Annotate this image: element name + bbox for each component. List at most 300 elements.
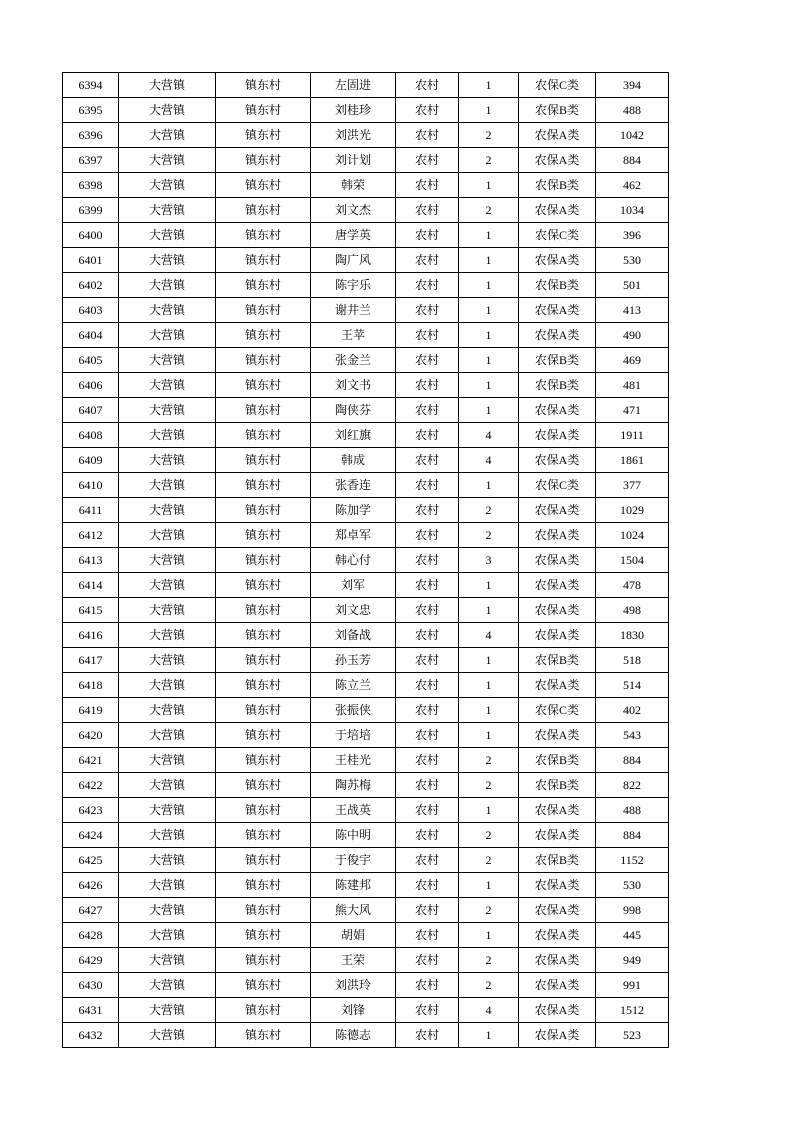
cell-residence-type: 农村 [396,698,459,723]
cell-residence-type: 农村 [396,398,459,423]
cell-person-count: 1 [459,98,519,123]
cell-person-count: 3 [459,548,519,573]
cell-person-count: 4 [459,423,519,448]
cell-residence-type: 农村 [396,773,459,798]
cell-person-name: 陈建邦 [311,873,396,898]
cell-insurance-category: 农保B类 [519,373,596,398]
table-row [63,473,669,498]
cell-person-name: 刘计划 [311,148,396,173]
cell-person-count: 2 [459,123,519,148]
cell-amount: 884 [596,823,669,848]
cell-village: 镇东村 [216,373,311,398]
cell-insurance-category: 农保C类 [519,223,596,248]
cell-village: 镇东村 [216,173,311,198]
table-row [63,123,669,148]
cell-town: 大营镇 [119,773,216,798]
cell-residence-type: 农村 [396,798,459,823]
cell-insurance-category: 农保B类 [519,748,596,773]
cell-insurance-category: 农保A类 [519,798,596,823]
cell-town: 大营镇 [119,523,216,548]
cell-amount: 490 [596,323,669,348]
table-row [63,273,669,298]
cell-amount: 1504 [596,548,669,573]
cell-insurance-category: 农保A类 [519,873,596,898]
cell-person-count: 1 [459,798,519,823]
cell-serial-number: 6416 [63,623,119,648]
cell-residence-type: 农村 [396,248,459,273]
cell-serial-number: 6394 [63,73,119,98]
cell-person-count: 1 [459,648,519,673]
table-row [63,623,669,648]
cell-amount: 884 [596,148,669,173]
cell-village: 镇东村 [216,998,311,1023]
cell-person-name: 左固进 [311,73,396,98]
cell-amount: 530 [596,873,669,898]
cell-person-name: 刘红旗 [311,423,396,448]
cell-serial-number: 6431 [63,998,119,1023]
cell-amount: 377 [596,473,669,498]
cell-town: 大营镇 [119,248,216,273]
cell-serial-number: 6417 [63,648,119,673]
cell-serial-number: 6395 [63,98,119,123]
cell-insurance-category: 农保A类 [519,248,596,273]
cell-serial-number: 6423 [63,798,119,823]
cell-insurance-category: 农保A类 [519,448,596,473]
table-row [63,648,669,673]
cell-insurance-category: 农保A类 [519,598,596,623]
table-row [63,423,669,448]
cell-village: 镇东村 [216,473,311,498]
cell-amount: 396 [596,223,669,248]
cell-amount: 991 [596,973,669,998]
cell-person-name: 于培培 [311,723,396,748]
table-row [63,73,669,98]
cell-serial-number: 6399 [63,198,119,223]
cell-serial-number: 6429 [63,948,119,973]
cell-serial-number: 6422 [63,773,119,798]
cell-village: 镇东村 [216,448,311,473]
cell-amount: 471 [596,398,669,423]
table-row [63,798,669,823]
cell-town: 大营镇 [119,498,216,523]
cell-person-count: 1 [459,598,519,623]
cell-town: 大营镇 [119,973,216,998]
cell-village: 镇东村 [216,923,311,948]
table-row [63,223,669,248]
cell-town: 大营镇 [119,848,216,873]
table-row [63,898,669,923]
cell-person-name: 陈德志 [311,1023,396,1048]
cell-person-name: 唐学英 [311,223,396,248]
cell-person-count: 2 [459,523,519,548]
cell-amount: 481 [596,373,669,398]
cell-person-name: 陈宇乐 [311,273,396,298]
cell-amount: 543 [596,723,669,748]
cell-insurance-category: 农保A类 [519,148,596,173]
table-row [63,173,669,198]
table-row [63,698,669,723]
cell-person-name: 孙玉芳 [311,648,396,673]
cell-amount: 1861 [596,448,669,473]
cell-town: 大营镇 [119,273,216,298]
cell-residence-type: 农村 [396,348,459,373]
cell-town: 大营镇 [119,373,216,398]
cell-serial-number: 6396 [63,123,119,148]
cell-serial-number: 6401 [63,248,119,273]
cell-person-name: 张振侠 [311,698,396,723]
cell-amount: 445 [596,923,669,948]
table-row [63,398,669,423]
cell-insurance-category: 农保A类 [519,973,596,998]
cell-person-count: 1 [459,473,519,498]
cell-insurance-category: 农保A类 [519,423,596,448]
cell-village: 镇东村 [216,148,311,173]
cell-amount: 488 [596,98,669,123]
cell-town: 大营镇 [119,998,216,1023]
cell-village: 镇东村 [216,248,311,273]
cell-person-name: 刘备战 [311,623,396,648]
cell-serial-number: 6421 [63,748,119,773]
cell-serial-number: 6409 [63,448,119,473]
cell-person-name: 郑卓军 [311,523,396,548]
cell-person-name: 刘文忠 [311,598,396,623]
cell-serial-number: 6418 [63,673,119,698]
cell-residence-type: 农村 [396,298,459,323]
cell-town: 大营镇 [119,223,216,248]
cell-serial-number: 6408 [63,423,119,448]
table-row [63,673,669,698]
cell-amount: 469 [596,348,669,373]
cell-town: 大营镇 [119,898,216,923]
cell-residence-type: 农村 [396,573,459,598]
table-row [63,848,669,873]
cell-town: 大营镇 [119,573,216,598]
cell-person-name: 陈加学 [311,498,396,523]
cell-insurance-category: 农保B类 [519,98,596,123]
cell-town: 大营镇 [119,148,216,173]
table-row [63,973,669,998]
cell-serial-number: 6397 [63,148,119,173]
cell-amount: 1042 [596,123,669,148]
cell-person-count: 1 [459,173,519,198]
cell-insurance-category: 农保C类 [519,473,596,498]
cell-village: 镇东村 [216,848,311,873]
cell-person-count: 4 [459,623,519,648]
cell-person-count: 4 [459,448,519,473]
cell-person-count: 1 [459,1023,519,1048]
cell-amount: 478 [596,573,669,598]
cell-village: 镇东村 [216,1023,311,1048]
cell-residence-type: 农村 [396,948,459,973]
cell-person-name: 王荣 [311,948,396,973]
table-row [63,773,669,798]
cell-person-name: 刘洪光 [311,123,396,148]
cell-insurance-category: 农保B类 [519,773,596,798]
cell-village: 镇东村 [216,898,311,923]
cell-village: 镇东村 [216,423,311,448]
cell-person-name: 陶苏梅 [311,773,396,798]
cell-person-name: 陈中明 [311,823,396,848]
table-row [63,148,669,173]
cell-person-name: 张香连 [311,473,396,498]
cell-insurance-category: 农保A类 [519,923,596,948]
cell-person-name: 刘军 [311,573,396,598]
cell-insurance-category: 农保A类 [519,673,596,698]
cell-village: 镇东村 [216,698,311,723]
cell-serial-number: 6405 [63,348,119,373]
cell-amount: 1034 [596,198,669,223]
table-row [63,998,669,1023]
cell-village: 镇东村 [216,873,311,898]
cell-amount: 1029 [596,498,669,523]
cell-town: 大营镇 [119,948,216,973]
cell-serial-number: 6398 [63,173,119,198]
cell-village: 镇东村 [216,73,311,98]
cell-village: 镇东村 [216,223,311,248]
cell-serial-number: 6426 [63,873,119,898]
cell-serial-number: 6414 [63,573,119,598]
cell-person-count: 1 [459,248,519,273]
cell-residence-type: 农村 [396,473,459,498]
cell-amount: 822 [596,773,669,798]
cell-person-name: 胡娟 [311,923,396,948]
cell-village: 镇东村 [216,548,311,573]
table-row [63,373,669,398]
cell-residence-type: 农村 [396,173,459,198]
cell-person-name: 陶侠芬 [311,398,396,423]
cell-person-count: 2 [459,773,519,798]
cell-town: 大营镇 [119,598,216,623]
cell-serial-number: 6420 [63,723,119,748]
cell-town: 大营镇 [119,823,216,848]
cell-residence-type: 农村 [396,648,459,673]
cell-town: 大营镇 [119,673,216,698]
cell-amount: 1911 [596,423,669,448]
cell-residence-type: 农村 [396,623,459,648]
cell-residence-type: 农村 [396,223,459,248]
cell-residence-type: 农村 [396,548,459,573]
cell-residence-type: 农村 [396,1023,459,1048]
cell-amount: 501 [596,273,669,298]
cell-town: 大营镇 [119,448,216,473]
cell-town: 大营镇 [119,748,216,773]
cell-person-count: 4 [459,998,519,1023]
cell-serial-number: 6419 [63,698,119,723]
table-row [63,323,669,348]
cell-person-name: 刘文杰 [311,198,396,223]
cell-person-count: 1 [459,348,519,373]
cell-town: 大营镇 [119,698,216,723]
table-row [63,1023,669,1048]
insurance-roster-table [62,72,669,1048]
table-row [63,298,669,323]
cell-person-count: 1 [459,698,519,723]
cell-person-count: 2 [459,148,519,173]
cell-amount: 1152 [596,848,669,873]
cell-village: 镇东村 [216,748,311,773]
table-row [63,873,669,898]
cell-town: 大营镇 [119,198,216,223]
cell-town: 大营镇 [119,173,216,198]
cell-amount: 498 [596,598,669,623]
cell-town: 大营镇 [119,1023,216,1048]
cell-serial-number: 6411 [63,498,119,523]
cell-residence-type: 农村 [396,598,459,623]
cell-amount: 413 [596,298,669,323]
cell-insurance-category: 农保A类 [519,998,596,1023]
cell-residence-type: 农村 [396,98,459,123]
cell-amount: 518 [596,648,669,673]
cell-amount: 523 [596,1023,669,1048]
cell-amount: 402 [596,698,669,723]
cell-village: 镇东村 [216,773,311,798]
cell-town: 大营镇 [119,323,216,348]
cell-person-name: 陶广风 [311,248,396,273]
cell-village: 镇东村 [216,273,311,298]
cell-person-name: 王苹 [311,323,396,348]
cell-residence-type: 农村 [396,998,459,1023]
cell-village: 镇东村 [216,598,311,623]
cell-village: 镇东村 [216,348,311,373]
cell-person-count: 1 [459,873,519,898]
cell-insurance-category: 农保A类 [519,723,596,748]
cell-town: 大营镇 [119,873,216,898]
cell-village: 镇东村 [216,673,311,698]
cell-amount: 462 [596,173,669,198]
cell-town: 大营镇 [119,348,216,373]
cell-serial-number: 6425 [63,848,119,873]
cell-amount: 1024 [596,523,669,548]
cell-residence-type: 农村 [396,448,459,473]
cell-amount: 1830 [596,623,669,648]
cell-residence-type: 农村 [396,898,459,923]
cell-town: 大营镇 [119,73,216,98]
cell-residence-type: 农村 [396,673,459,698]
cell-residence-type: 农村 [396,148,459,173]
cell-village: 镇东村 [216,323,311,348]
cell-village: 镇东村 [216,123,311,148]
cell-person-count: 1 [459,398,519,423]
cell-residence-type: 农村 [396,373,459,398]
cell-serial-number: 6403 [63,298,119,323]
cell-village: 镇东村 [216,573,311,598]
cell-serial-number: 6412 [63,523,119,548]
cell-insurance-category: 农保A类 [519,623,596,648]
cell-amount: 1512 [596,998,669,1023]
cell-residence-type: 农村 [396,973,459,998]
cell-insurance-category: 农保B类 [519,648,596,673]
cell-town: 大营镇 [119,723,216,748]
cell-insurance-category: 农保A类 [519,823,596,848]
cell-residence-type: 农村 [396,848,459,873]
table-row [63,548,669,573]
cell-amount: 394 [596,73,669,98]
cell-amount: 998 [596,898,669,923]
cell-town: 大营镇 [119,473,216,498]
cell-serial-number: 6410 [63,473,119,498]
table-row [63,98,669,123]
cell-person-name: 谢井兰 [311,298,396,323]
cell-village: 镇东村 [216,523,311,548]
cell-person-name: 刘桂珍 [311,98,396,123]
cell-insurance-category: 农保A类 [519,948,596,973]
cell-person-name: 刘洪玲 [311,973,396,998]
cell-amount: 514 [596,673,669,698]
cell-residence-type: 农村 [396,873,459,898]
cell-town: 大营镇 [119,423,216,448]
table-row [63,948,669,973]
cell-person-name: 刘文书 [311,373,396,398]
cell-insurance-category: 农保A类 [519,1023,596,1048]
cell-town: 大营镇 [119,398,216,423]
cell-person-count: 2 [459,848,519,873]
cell-insurance-category: 农保A类 [519,198,596,223]
cell-residence-type: 农村 [396,723,459,748]
cell-person-name: 韩荣 [311,173,396,198]
cell-person-name: 韩成 [311,448,396,473]
table-row [63,248,669,273]
cell-person-count: 1 [459,323,519,348]
cell-village: 镇东村 [216,198,311,223]
cell-person-count: 1 [459,298,519,323]
table-row [63,348,669,373]
cell-serial-number: 6415 [63,598,119,623]
cell-town: 大营镇 [119,123,216,148]
cell-residence-type: 农村 [396,423,459,448]
table-row [63,448,669,473]
cell-village: 镇东村 [216,823,311,848]
cell-town: 大营镇 [119,923,216,948]
cell-town: 大营镇 [119,298,216,323]
cell-amount: 530 [596,248,669,273]
cell-person-count: 1 [459,223,519,248]
cell-insurance-category: 农保A类 [519,323,596,348]
cell-serial-number: 6430 [63,973,119,998]
cell-amount: 884 [596,748,669,773]
cell-insurance-category: 农保A类 [519,398,596,423]
cell-serial-number: 6404 [63,323,119,348]
roster-table-body [63,73,669,1048]
cell-person-count: 1 [459,373,519,398]
cell-serial-number: 6413 [63,548,119,573]
cell-person-count: 1 [459,673,519,698]
table-row [63,823,669,848]
cell-person-count: 1 [459,723,519,748]
table-row [63,523,669,548]
cell-village: 镇东村 [216,623,311,648]
cell-person-count: 2 [459,823,519,848]
cell-residence-type: 农村 [396,198,459,223]
cell-person-count: 1 [459,923,519,948]
cell-insurance-category: 农保C类 [519,698,596,723]
cell-person-count: 1 [459,273,519,298]
cell-town: 大营镇 [119,98,216,123]
cell-person-count: 2 [459,198,519,223]
cell-insurance-category: 农保A类 [519,548,596,573]
cell-town: 大营镇 [119,648,216,673]
cell-person-count: 1 [459,73,519,98]
cell-insurance-category: 农保C类 [519,73,596,98]
cell-person-count: 2 [459,948,519,973]
cell-residence-type: 农村 [396,823,459,848]
cell-person-name: 韩心付 [311,548,396,573]
cell-insurance-category: 农保A类 [519,498,596,523]
cell-insurance-category: 农保A类 [519,573,596,598]
cell-residence-type: 农村 [396,523,459,548]
cell-person-name: 陈立兰 [311,673,396,698]
cell-person-name: 熊大风 [311,898,396,923]
cell-village: 镇东村 [216,973,311,998]
